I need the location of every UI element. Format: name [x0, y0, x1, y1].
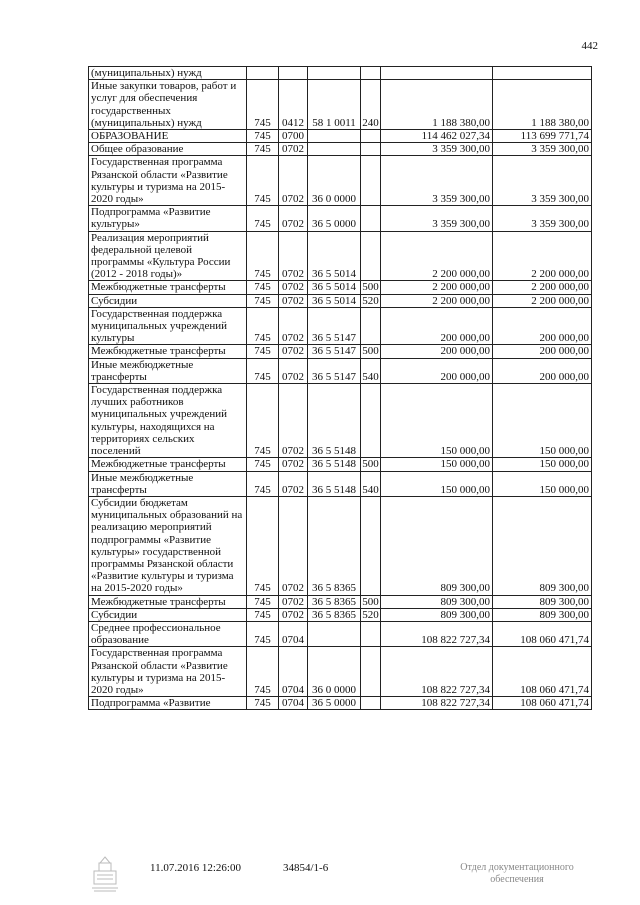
cell-amount-2: 150 000,00 [493, 384, 592, 458]
cell-amount-2: 2 200 000,00 [493, 231, 592, 281]
cell-expense-type: 240 [361, 80, 381, 130]
cell-name: (муниципальных) нужд [89, 67, 247, 80]
cell-amount-1: 150 000,00 [381, 384, 493, 458]
cell-expense-type: 540 [361, 471, 381, 496]
table-row [89, 231, 592, 281]
cell-amount-2: 150 000,00 [493, 471, 592, 496]
cell-section-code: 0700 [279, 130, 308, 143]
cell-expense-type: 500 [362, 281, 379, 294]
cell-name: Государственная программа Рязанской области «Развитие культуры и туризма на 2015-2020 годы» [89, 156, 247, 206]
cell-amount-2: 200 000,00 [493, 307, 592, 345]
cell-section-code: 0702 [279, 458, 308, 471]
cell-amount-1: 2 200 000,00 [381, 294, 493, 307]
cell-name: ОБРАЗОВАНИЕ [89, 130, 247, 143]
cell-target-code: 36 5 8365 [308, 496, 361, 595]
cell-name: Межбюджетные трансферты [89, 595, 247, 608]
cell-target-code: 36 5 5147 [308, 345, 361, 358]
cell-amount-2: 3 359 300,00 [493, 156, 592, 206]
cell-amount-1: 150 000,00 [381, 458, 493, 471]
table-row [89, 647, 592, 697]
cell-section-code [279, 67, 308, 80]
cell-amount-1: 108 822 727,34 [381, 697, 493, 710]
cell-amount-2: 3 359 300,00 [493, 206, 592, 231]
cell-target-code: 36 5 5147 [308, 307, 361, 345]
cell-expense-type: 500 [362, 345, 379, 358]
cell-ved-code: 745 [247, 294, 279, 307]
cell-name: Субсидии [89, 608, 247, 621]
table-row [89, 67, 592, 80]
cell-section-code: 0702 [279, 281, 308, 294]
table-row [89, 156, 592, 206]
cell-target-code: 36 5 5014 [308, 294, 361, 307]
cell-amount-1: 809 300,00 [381, 496, 493, 595]
cell-name: Среднее профессиональное образование [89, 621, 247, 646]
cell-target-code [308, 130, 361, 143]
cell-target-code: 36 5 8365 [308, 608, 361, 621]
cell-name: Общее образование [89, 143, 247, 156]
cell-target-code: 36 5 5148 [308, 458, 361, 471]
cell-target-code: 36 5 5148 [308, 384, 361, 458]
cell-target-code: 36 5 0000 [308, 697, 361, 710]
cell-expense-type [361, 384, 381, 458]
cell-target-code: 36 5 5014 [308, 281, 361, 294]
cell-target-code: 36 5 5014 [308, 231, 361, 281]
cell-expense-type: 520 [362, 294, 379, 307]
cell-amount-2: 108 060 471,74 [493, 697, 592, 710]
cell-ved-code [247, 67, 279, 80]
cell-ved-code: 745 [247, 358, 279, 383]
table-row [89, 384, 592, 458]
cell-ved-code: 745 [247, 345, 279, 358]
cell-name: Подпрограмма «Развитие культуры» [89, 206, 247, 231]
cell-amount-2: 113 699 771,74 [493, 130, 592, 143]
cell-amount-1: 108 822 727,34 [381, 621, 493, 646]
cell-ved-code: 745 [247, 458, 279, 471]
cell-section-code: 0704 [279, 621, 308, 646]
cell-expense-type [361, 156, 381, 206]
cell-name: Субсидии бюджетам муниципальных образований на реализацию мероприятий подпрограммы «Развитие культуры» государственной программы Рязанской области «Развитие культуры и туризма на 2015-2020 годы» [89, 496, 247, 595]
table-row [89, 281, 592, 294]
table-row [89, 345, 592, 358]
cell-name: Межбюджетные трансферты [89, 281, 247, 294]
cell-target-code: 36 5 8365 [308, 595, 361, 608]
cell-ved-code: 745 [247, 206, 279, 231]
page-number: 442 [581, 40, 598, 52]
table-row [89, 496, 592, 595]
stamp-emblem-icon [88, 854, 122, 894]
cell-amount-1: 1 188 380,00 [381, 80, 493, 130]
cell-amount-2 [493, 67, 592, 80]
cell-section-code: 0702 [279, 156, 308, 206]
cell-section-code: 0702 [279, 608, 308, 621]
cell-ved-code: 745 [247, 143, 279, 156]
cell-amount-1: 3 359 300,00 [381, 143, 493, 156]
cell-amount-2: 150 000,00 [493, 458, 592, 471]
table-row [89, 608, 592, 621]
cell-section-code: 0702 [279, 307, 308, 345]
table-row [89, 307, 592, 345]
footer-department-line2: обеспечения [490, 874, 544, 885]
cell-name: Государственная поддержка муниципальных учреждений культуры [89, 307, 247, 345]
table-row [89, 206, 592, 231]
cell-amount-1: 3 359 300,00 [381, 206, 493, 231]
cell-section-code: 0412 [279, 80, 308, 130]
cell-amount-1: 150 000,00 [381, 471, 493, 496]
table-body [89, 67, 592, 710]
cell-section-code: 0702 [279, 496, 308, 595]
cell-section-code: 0702 [279, 358, 308, 383]
cell-section-code: 0702 [279, 595, 308, 608]
cell-target-code [308, 621, 361, 646]
cell-section-code: 0702 [279, 471, 308, 496]
table-row [89, 621, 592, 646]
cell-amount-2: 809 300,00 [493, 608, 592, 621]
cell-ved-code: 745 [247, 80, 279, 130]
cell-target-code: 36 5 0000 [308, 206, 361, 231]
cell-name: Иные межбюджетные трансферты [89, 471, 247, 496]
cell-ved-code: 745 [247, 608, 279, 621]
footer-doc-id: 34854/1-6 [283, 862, 329, 874]
cell-target-code: 36 5 5147 [308, 358, 361, 383]
cell-amount-2: 200 000,00 [493, 358, 592, 383]
cell-expense-type [361, 621, 381, 646]
table-row [89, 294, 592, 307]
cell-amount-1: 200 000,00 [381, 307, 493, 345]
cell-ved-code: 745 [247, 697, 279, 710]
footer-department-line1: Отдел документационного [460, 862, 574, 873]
table-row [89, 595, 592, 608]
cell-expense-type: 500 [362, 595, 379, 608]
cell-expense-type [361, 697, 381, 710]
table-row [89, 697, 592, 710]
cell-name: Субсидии [89, 294, 247, 307]
cell-name: Государственная программа Рязанской области «Развитие культуры и туризма на 2015-2020 годы» [89, 647, 247, 697]
cell-section-code: 0702 [279, 384, 308, 458]
cell-amount-1: 3 359 300,00 [381, 156, 493, 206]
cell-ved-code: 745 [247, 496, 279, 595]
cell-section-code: 0702 [279, 231, 308, 281]
cell-section-code: 0702 [279, 294, 308, 307]
table-row [89, 358, 592, 383]
cell-section-code: 0702 [279, 143, 308, 156]
cell-ved-code: 745 [247, 595, 279, 608]
cell-amount-1: 809 300,00 [381, 595, 493, 608]
cell-target-code: 36 0 0000 [308, 647, 361, 697]
budget-table [88, 66, 592, 710]
cell-expense-type [361, 307, 381, 345]
cell-amount-2: 200 000,00 [493, 345, 592, 358]
cell-name: Подпрограмма «Развитие [89, 697, 247, 710]
cell-name: Государственная поддержка лучших работников муниципальных учреждений культуры, находящихся на территориях сельских поселений [89, 384, 247, 458]
cell-ved-code: 745 [247, 384, 279, 458]
cell-amount-2: 2 200 000,00 [493, 294, 592, 307]
cell-expense-type: 540 [361, 358, 381, 383]
cell-amount-1: 2 200 000,00 [381, 281, 493, 294]
cell-ved-code: 745 [247, 307, 279, 345]
cell-amount-1: 200 000,00 [381, 358, 493, 383]
cell-expense-type [361, 130, 381, 143]
table-row [89, 143, 592, 156]
cell-ved-code: 745 [247, 281, 279, 294]
cell-target-code [308, 143, 361, 156]
cell-expense-type: 500 [362, 458, 379, 471]
cell-ved-code: 745 [247, 130, 279, 143]
cell-ved-code: 745 [247, 647, 279, 697]
cell-name: Межбюджетные трансферты [89, 458, 247, 471]
table-row [89, 458, 592, 471]
cell-expense-type [361, 143, 381, 156]
cell-expense-type [361, 231, 381, 281]
cell-amount-2: 108 060 471,74 [493, 647, 592, 697]
cell-expense-type [361, 206, 381, 231]
cell-ved-code: 745 [247, 621, 279, 646]
footer-department [446, 862, 588, 886]
table-row [89, 471, 592, 496]
cell-name: Иные межбюджетные трансферты [89, 358, 247, 383]
cell-amount-1 [381, 67, 493, 80]
cell-target-code: 58 1 0011 [308, 80, 361, 130]
cell-section-code: 0702 [279, 345, 308, 358]
cell-name: Межбюджетные трансферты [89, 345, 247, 358]
cell-amount-1: 809 300,00 [381, 608, 493, 621]
cell-amount-1: 114 462 027,34 [381, 130, 493, 143]
cell-amount-1: 2 200 000,00 [381, 231, 493, 281]
table-row [89, 130, 592, 143]
cell-amount-2: 809 300,00 [493, 595, 592, 608]
cell-target-code [308, 67, 361, 80]
cell-name: Реализация мероприятий федеральной целевой программы «Культура России (2012 - 2018 годы)» [89, 231, 247, 281]
cell-expense-type: 520 [362, 608, 379, 621]
cell-expense-type [361, 647, 381, 697]
footer-timestamp: 11.07.2016 12:26:00 [150, 862, 241, 874]
cell-amount-2: 108 060 471,74 [493, 621, 592, 646]
cell-ved-code: 745 [247, 156, 279, 206]
cell-name: Иные закупки товаров, работ и услуг для обеспечения государственных (муниципальных) нужд [89, 80, 247, 130]
cell-target-code: 36 5 5148 [308, 471, 361, 496]
cell-section-code: 0702 [279, 206, 308, 231]
cell-expense-type [361, 67, 381, 80]
cell-section-code: 0704 [279, 697, 308, 710]
cell-amount-2: 1 188 380,00 [493, 80, 592, 130]
cell-amount-1: 108 822 727,34 [381, 647, 493, 697]
cell-ved-code: 745 [247, 231, 279, 281]
page-footer [0, 860, 640, 900]
cell-target-code: 36 0 0000 [308, 156, 361, 206]
cell-amount-2: 3 359 300,00 [493, 143, 592, 156]
cell-section-code: 0704 [279, 647, 308, 697]
cell-amount-2: 2 200 000,00 [493, 281, 592, 294]
table-row [89, 80, 592, 130]
cell-expense-type [361, 496, 381, 595]
cell-amount-1: 200 000,00 [381, 345, 493, 358]
cell-ved-code: 745 [247, 471, 279, 496]
cell-amount-2: 809 300,00 [493, 496, 592, 595]
